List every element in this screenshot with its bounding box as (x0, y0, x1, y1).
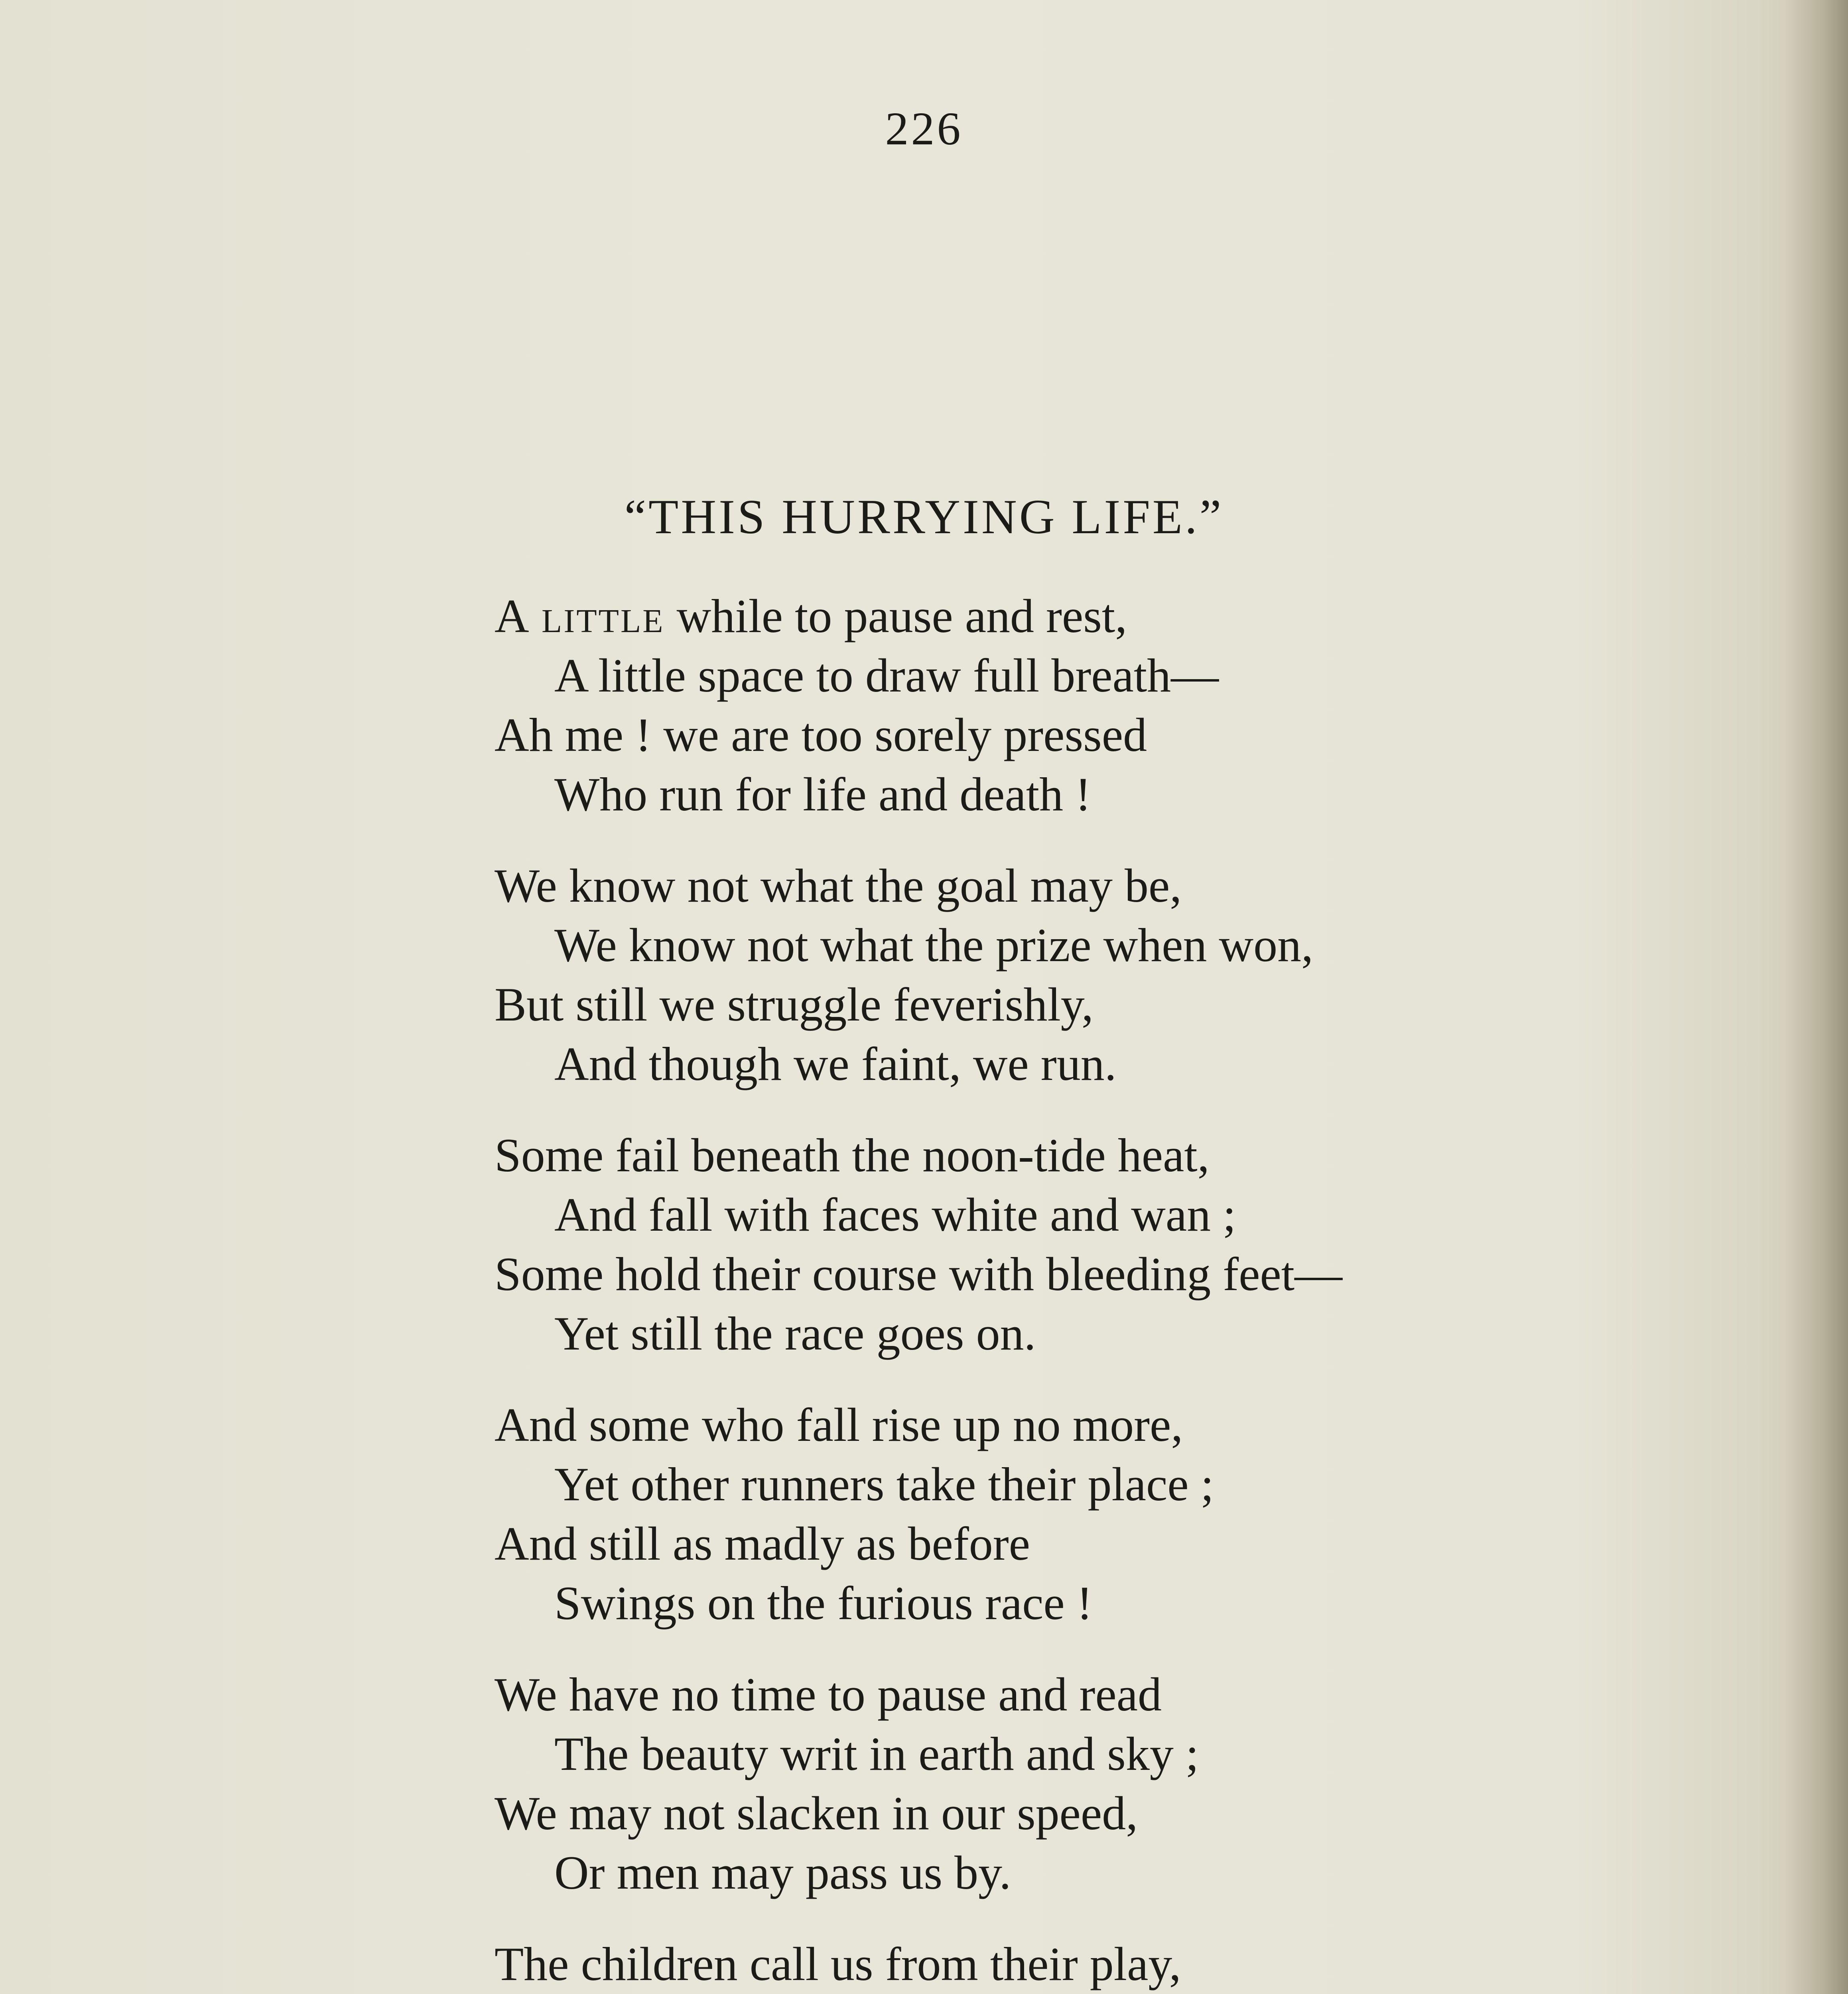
poem-line: The beauty writ in earth and sky ; (554, 1727, 1199, 1780)
line-text: while to pause and rest, (664, 589, 1127, 642)
stanza-6 (495, 1934, 1691, 1994)
stanza-5 (495, 1665, 1691, 1902)
poem-line: We may not slacken in our speed, (495, 1787, 1138, 1840)
page-number: 226 (885, 102, 963, 155)
stanza-2 (495, 856, 1691, 1094)
poem-line: Swings on the furious race ! (554, 1576, 1093, 1629)
poem-line (495, 586, 1691, 646)
poem-title: “THIS HURRYING LIFE.” (624, 489, 1224, 544)
poem-line: The children call us from their play, (495, 1937, 1181, 1990)
poem-line: A little space to draw full breath— (554, 649, 1219, 702)
poem-body (495, 586, 1691, 1994)
poem-line: And some who fall rise up no more, (495, 1398, 1183, 1451)
stanza-4 (495, 1395, 1691, 1633)
poem-line: But still we struggle feverishly, (495, 978, 1093, 1031)
poem-line: Some hold their course with bleeding feet— (495, 1247, 1343, 1300)
poem-line: And though we faint, we run. (554, 1037, 1117, 1090)
page-gutter-shadow (1784, 0, 1848, 1994)
poem-line: Yet other runners take their place ; (554, 1458, 1214, 1511)
drop-word: A little (495, 589, 665, 642)
stanza-3 (495, 1125, 1691, 1363)
poem-line: Ah me ! we are too sorely pressed (495, 708, 1147, 761)
poem-line: Yet still the race goes on. (554, 1307, 1036, 1360)
poem-line: Who run for life and death ! (554, 768, 1091, 821)
poem-line: Or men may pass us by. (554, 1846, 1011, 1899)
poem-line: We have no time to pause and read (495, 1668, 1162, 1721)
poem-line: We know not what the goal may be, (495, 859, 1182, 912)
poem-line: Some fail beneath the noon-tide heat, (495, 1129, 1210, 1182)
poem-line: We know not what the prize when won, (554, 918, 1314, 971)
poem-line: And still as madly as before (495, 1517, 1030, 1570)
poem-line: And fall with faces white and wan ; (554, 1188, 1236, 1241)
stanza-1 (495, 586, 1691, 824)
